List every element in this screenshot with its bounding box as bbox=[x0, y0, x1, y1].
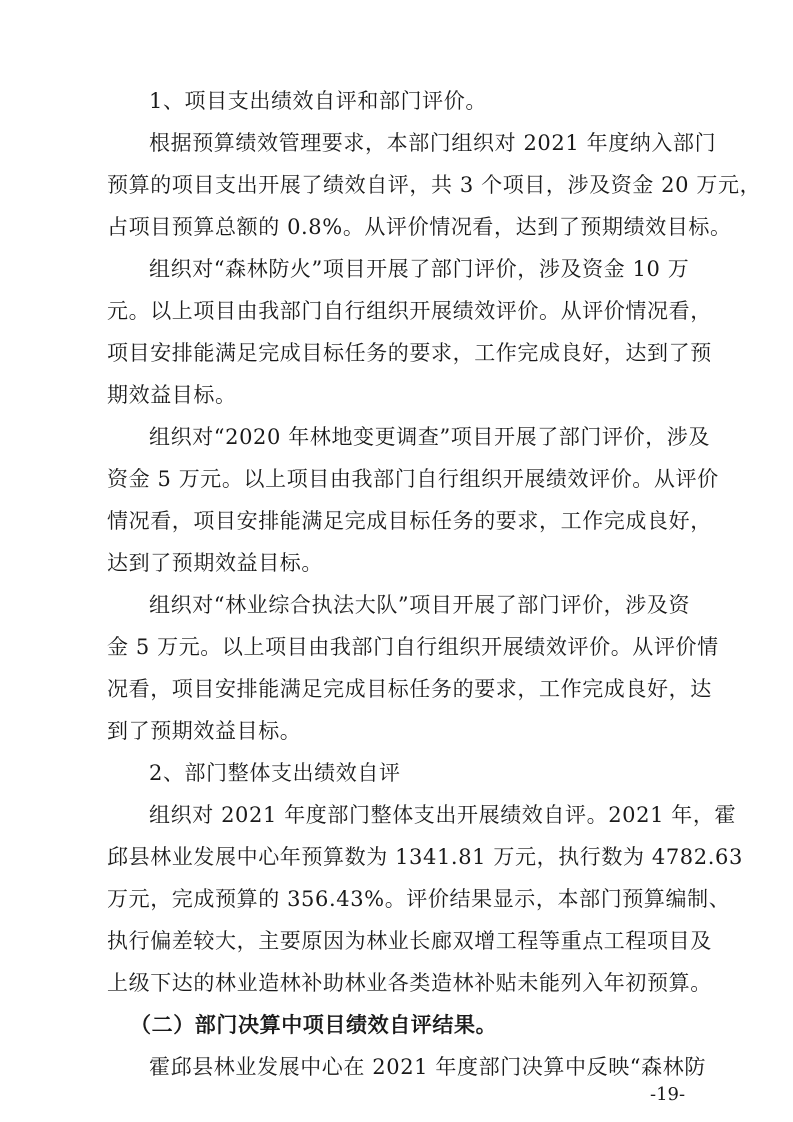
paragraph-line: 占项目预算总额的 0.8%。从评价情况看，达到了预期绩效目标。 bbox=[107, 215, 732, 239]
paragraph-line: 资金 5 万元。以上项目由我部门自行组织开展绩效评价。从评价 bbox=[107, 467, 719, 491]
paragraph-line: 万元，完成预算的 356.43%。评价结果显示，本部门预算编制、 bbox=[107, 887, 731, 911]
paragraph-line: 上级下达的林业造林补助林业各类造林补贴未能列入年初预算。 bbox=[107, 971, 712, 995]
paragraph-line: 执行偏差较大，主要原因为林业长廊双增工程等重点工程项目及 bbox=[107, 929, 712, 953]
paragraph-line: 项目安排能满足完成目标任务的要求，工作完成良好，达到了预 bbox=[107, 341, 712, 365]
paragraph-line: 达到了预期效益目标。 bbox=[107, 551, 323, 575]
paragraph-line: 根据预算绩效管理要求，本部门组织对 2021 年度纳入部门 bbox=[149, 131, 717, 155]
section-heading-project-expenditure: 1、项目支出绩效自评和部门评价。 bbox=[149, 89, 487, 113]
paragraph-line: 霍邱县林业发展中心在 2021 年度部门决算中反映“森林防 bbox=[149, 1055, 706, 1079]
paragraph-line: 期效益目标。 bbox=[107, 383, 237, 407]
section-heading-final-accounts: （二）部门决算中项目绩效自评结果。 bbox=[130, 1012, 498, 1037]
paragraph-line: 元。以上项目由我部门自行组织开展绩效评价。从评价情况看， bbox=[107, 299, 712, 323]
paragraph-line: 组织对 2021 年度部门整体支出开展绩效自评。2021 年，霍 bbox=[149, 803, 737, 827]
paragraph-line: 组织对“2020 年林地变更调查”项目开展了部门评价，涉及 bbox=[149, 425, 710, 449]
paragraph-line: 预算的项目支出开展了绩效自评，共 3 个项目，涉及资金 20 万元， bbox=[107, 173, 762, 197]
paragraph-line: 组织对“林业综合执法大队”项目开展了部门评价，涉及资 bbox=[149, 593, 691, 617]
section-heading-overall-expenditure: 2、部门整体支出绩效自评 bbox=[149, 761, 401, 785]
paragraph-line: 组织对“森林防火”项目开展了部门评价，涉及资金 10 万 bbox=[149, 257, 690, 281]
paragraph-line: 金 5 万元。以上项目由我部门自行组织开展绩效评价。从评价情 bbox=[107, 635, 719, 659]
paragraph-line: 邱县林业发展中心年预算数为 1341.81 万元，执行数为 4782.63 bbox=[107, 845, 743, 869]
paragraph-line: 况看，项目安排能满足完成目标任务的要求，工作完成良好，达 bbox=[107, 677, 712, 701]
paragraph-line: 情况看，项目安排能满足完成目标任务的要求，工作完成良好， bbox=[107, 509, 712, 533]
page-number: -19- bbox=[650, 1084, 686, 1105]
paragraph-line: 到了预期效益目标。 bbox=[107, 719, 302, 743]
